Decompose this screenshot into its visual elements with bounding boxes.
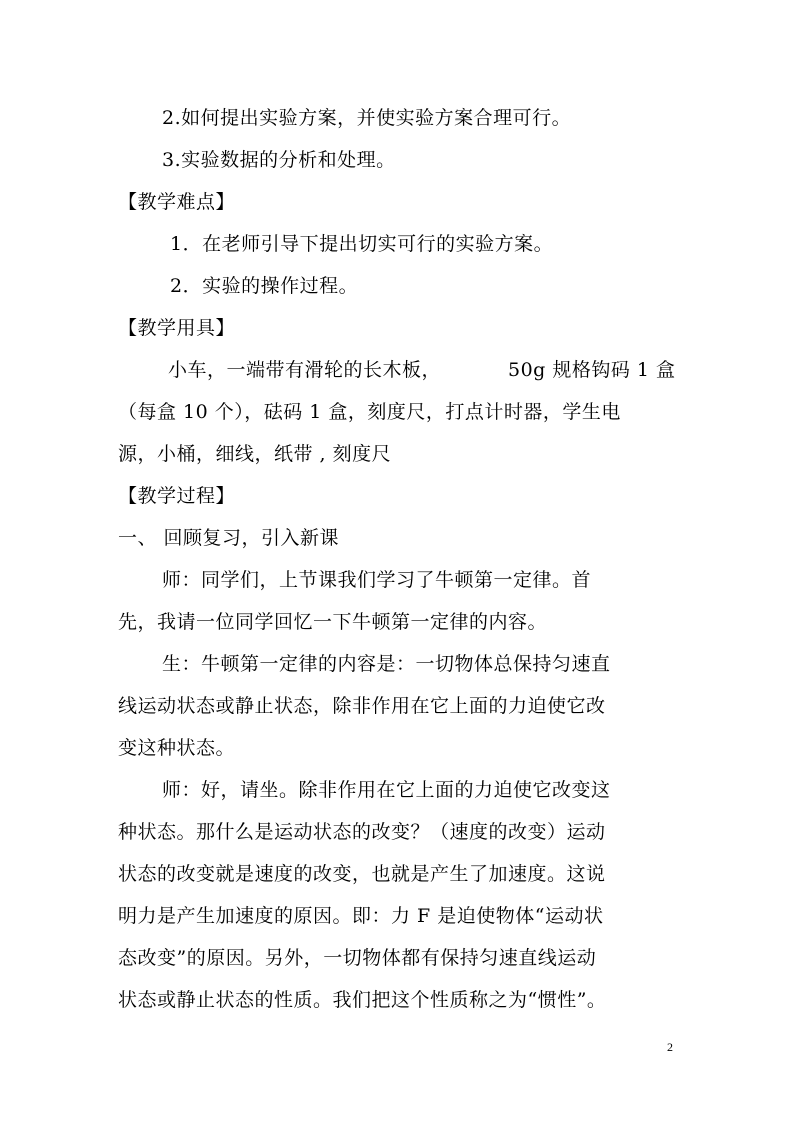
section-heading: 【教学过程】 — [118, 485, 236, 507]
text-line: 师：同学们，上节课我们学习了牛顿第一定律。首 — [162, 569, 592, 591]
text-line: 种状态。那什么是运动状态的改变？（速度的改变）运动 — [118, 821, 606, 843]
text-line: 源，小桶，细线，纸带 , 刻度尺 — [118, 443, 392, 465]
text-line: 状态或静止状态的性质。我们把这个性质称之为“惯性”。 — [118, 989, 607, 1011]
text-line: 生：牛顿第一定律的内容是：一切物体总保持匀速直 — [162, 653, 611, 675]
text-line: 小车，一端带有滑轮的长木板， — [168, 359, 442, 381]
text-line: 状态的改变就是速度的改变，也就是产生了加速度。这说 — [118, 863, 606, 885]
text-line: 2.如何提出实验方案，并使实验方案合理可行。 — [162, 107, 572, 129]
text-line: 变这种状态。 — [118, 737, 236, 759]
section-heading: 【教学难点】 — [118, 191, 236, 213]
text-line: 师：好，请坐。除非作用在它上面的力迫使它改变这 — [162, 779, 611, 801]
text-line: 明力是产生加速度的原因。即：力 F 是迫使物体“运动状 — [118, 905, 604, 927]
section-heading: 【教学用具】 — [118, 317, 236, 339]
page-number: 2 — [667, 1040, 673, 1054]
text-line: 先，我请一位同学回忆一下牛顿第一定律的内容。 — [118, 611, 548, 633]
text-line: 2．实验的操作过程。 — [170, 275, 359, 297]
text-line: 1．在老师引导下提出切实可行的实验方案。 — [170, 233, 554, 255]
text-line: 一、 回顾复习，引入新课 — [118, 527, 340, 549]
text-line: （每盒 10 个），砝码 1 盒，刻度尺，打点计时器，学生电 — [118, 401, 621, 423]
text-line: 3.实验数据的分析和处理。 — [162, 149, 396, 171]
text-line: 线运动状态或静止状态，除非作用在它上面的力迫使它改 — [118, 695, 606, 717]
text-line: 态改变”的原因。另外，一切物体都有保持匀速直线运动 — [118, 947, 597, 969]
text-line: 50g 规格钩码 1 盒 — [508, 359, 676, 381]
